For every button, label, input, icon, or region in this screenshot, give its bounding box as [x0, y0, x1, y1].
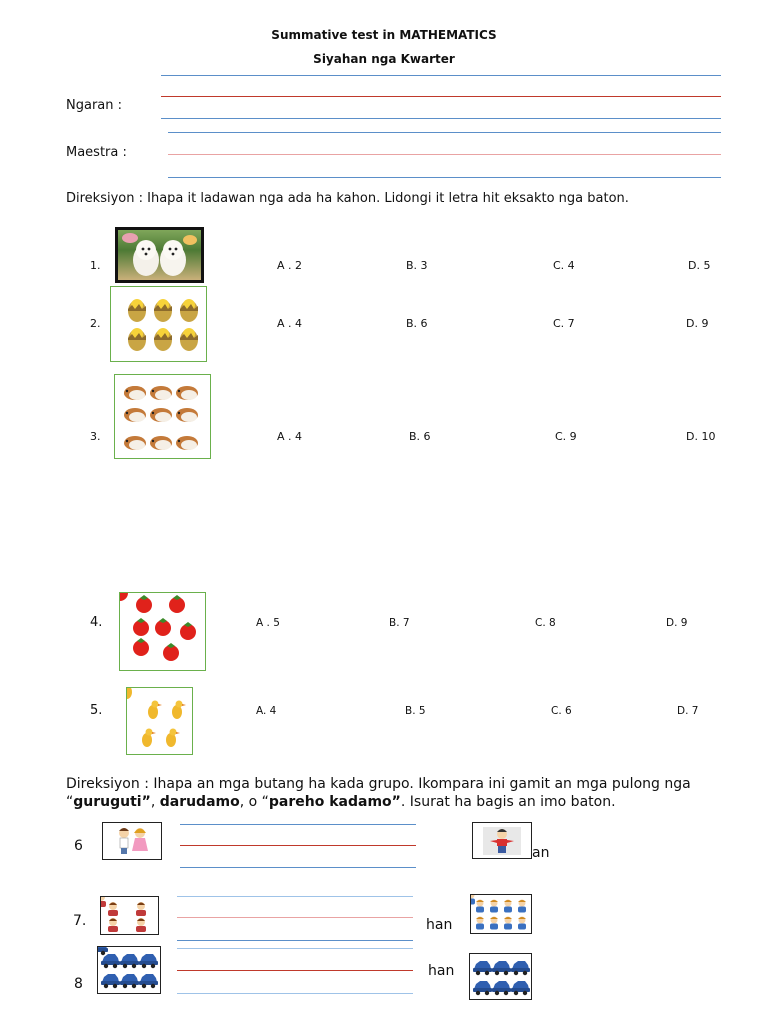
word-guruguti: guruguti” — [73, 794, 151, 810]
choice-b[interactable]: B. 6 — [409, 430, 431, 443]
item-number: 1. — [90, 259, 101, 272]
answer-line — [177, 940, 413, 941]
choice-b[interactable]: B. 5 — [405, 705, 426, 717]
single-child-picture — [472, 822, 532, 859]
word-pareho-kadamo: pareho kadamo” — [268, 794, 401, 810]
choice-a[interactable]: A . 5 — [256, 617, 280, 629]
comparison-word: han — [428, 963, 455, 979]
chicks-in-eggs-picture — [110, 286, 207, 362]
choice-c[interactable]: C. 9 — [555, 430, 577, 443]
answer-line — [180, 845, 416, 846]
children-group-8-picture — [470, 894, 532, 934]
choice-c[interactable]: C. 7 — [553, 317, 575, 330]
puppies-photo — [115, 227, 204, 283]
cars-6-picture-right — [469, 953, 532, 1000]
answer-line — [180, 824, 416, 825]
guinea-pigs-picture — [114, 374, 211, 459]
item-number: 8 — [74, 976, 83, 992]
children-group-4-picture — [100, 896, 159, 935]
page-title: Summative test in MATHEMATICS — [271, 28, 497, 42]
choice-a[interactable]: A . 4 — [277, 430, 303, 443]
word-darudamo: darudamo — [159, 794, 240, 810]
choice-c[interactable]: C. 6 — [551, 705, 572, 717]
item-number: 2. — [90, 317, 101, 330]
writing-line — [161, 75, 721, 76]
item-number: 5. — [90, 703, 103, 718]
choice-b[interactable]: B. 3 — [406, 259, 428, 272]
name-label: Ngaran : — [66, 98, 123, 113]
writing-line — [161, 96, 721, 97]
directions-part1: Direksiyon : Ihapa it ladawan nga ada ha kahon. Lidongi it letra hit eksakto nga baton. — [66, 191, 629, 206]
ducklings-picture — [126, 687, 193, 755]
choice-d[interactable]: D. 9 — [686, 317, 709, 330]
answer-line — [177, 917, 413, 918]
teacher-label: Maestra : — [66, 145, 127, 160]
choice-c[interactable]: C. 4 — [553, 259, 575, 272]
writing-line — [161, 118, 721, 119]
answer-line — [177, 896, 413, 897]
item-number: 6 — [74, 838, 83, 854]
directions-part2 — [66, 775, 746, 811]
directions-part2-line1: Direksiyon : Ihapa an mga butang ha kada grupo. Ikompara ini gamit an mga pulong nga — [66, 776, 691, 792]
writing-line — [168, 154, 721, 155]
choice-b[interactable]: B. 7 — [389, 617, 410, 629]
cars-6-picture — [97, 946, 161, 994]
choice-d[interactable]: D. 10 — [686, 430, 716, 443]
answer-line — [177, 948, 413, 949]
comparison-word: han — [426, 917, 453, 933]
choice-a[interactable]: A. 4 — [256, 705, 277, 717]
choice-c[interactable]: C. 8 — [535, 617, 556, 629]
answer-line — [177, 993, 413, 994]
page-subtitle: Siyahan nga Kwarter — [313, 52, 455, 66]
writing-line — [168, 177, 721, 178]
tomatoes-picture — [119, 592, 206, 671]
directions-part2-line2: “guruguti”, darudamo, o “pareho kadamo”. Isurat ha bagis an imo baton. — [66, 794, 616, 810]
item-number: 3. — [90, 430, 101, 443]
choice-b[interactable]: B. 6 — [406, 317, 428, 330]
boy-girl-pair-picture — [102, 822, 162, 860]
choice-a[interactable]: A . 2 — [277, 259, 303, 272]
choice-d[interactable]: D. 7 — [677, 705, 699, 717]
choice-d[interactable]: D. 9 — [666, 617, 688, 629]
choice-a[interactable]: A . 4 — [277, 317, 303, 330]
answer-line — [180, 867, 416, 868]
writing-line — [168, 132, 721, 133]
choice-d[interactable]: D. 5 — [688, 259, 711, 272]
comparison-word: an — [532, 845, 550, 861]
item-number: 4. — [90, 615, 103, 630]
answer-line — [177, 970, 413, 971]
item-number: 7. — [73, 913, 87, 929]
